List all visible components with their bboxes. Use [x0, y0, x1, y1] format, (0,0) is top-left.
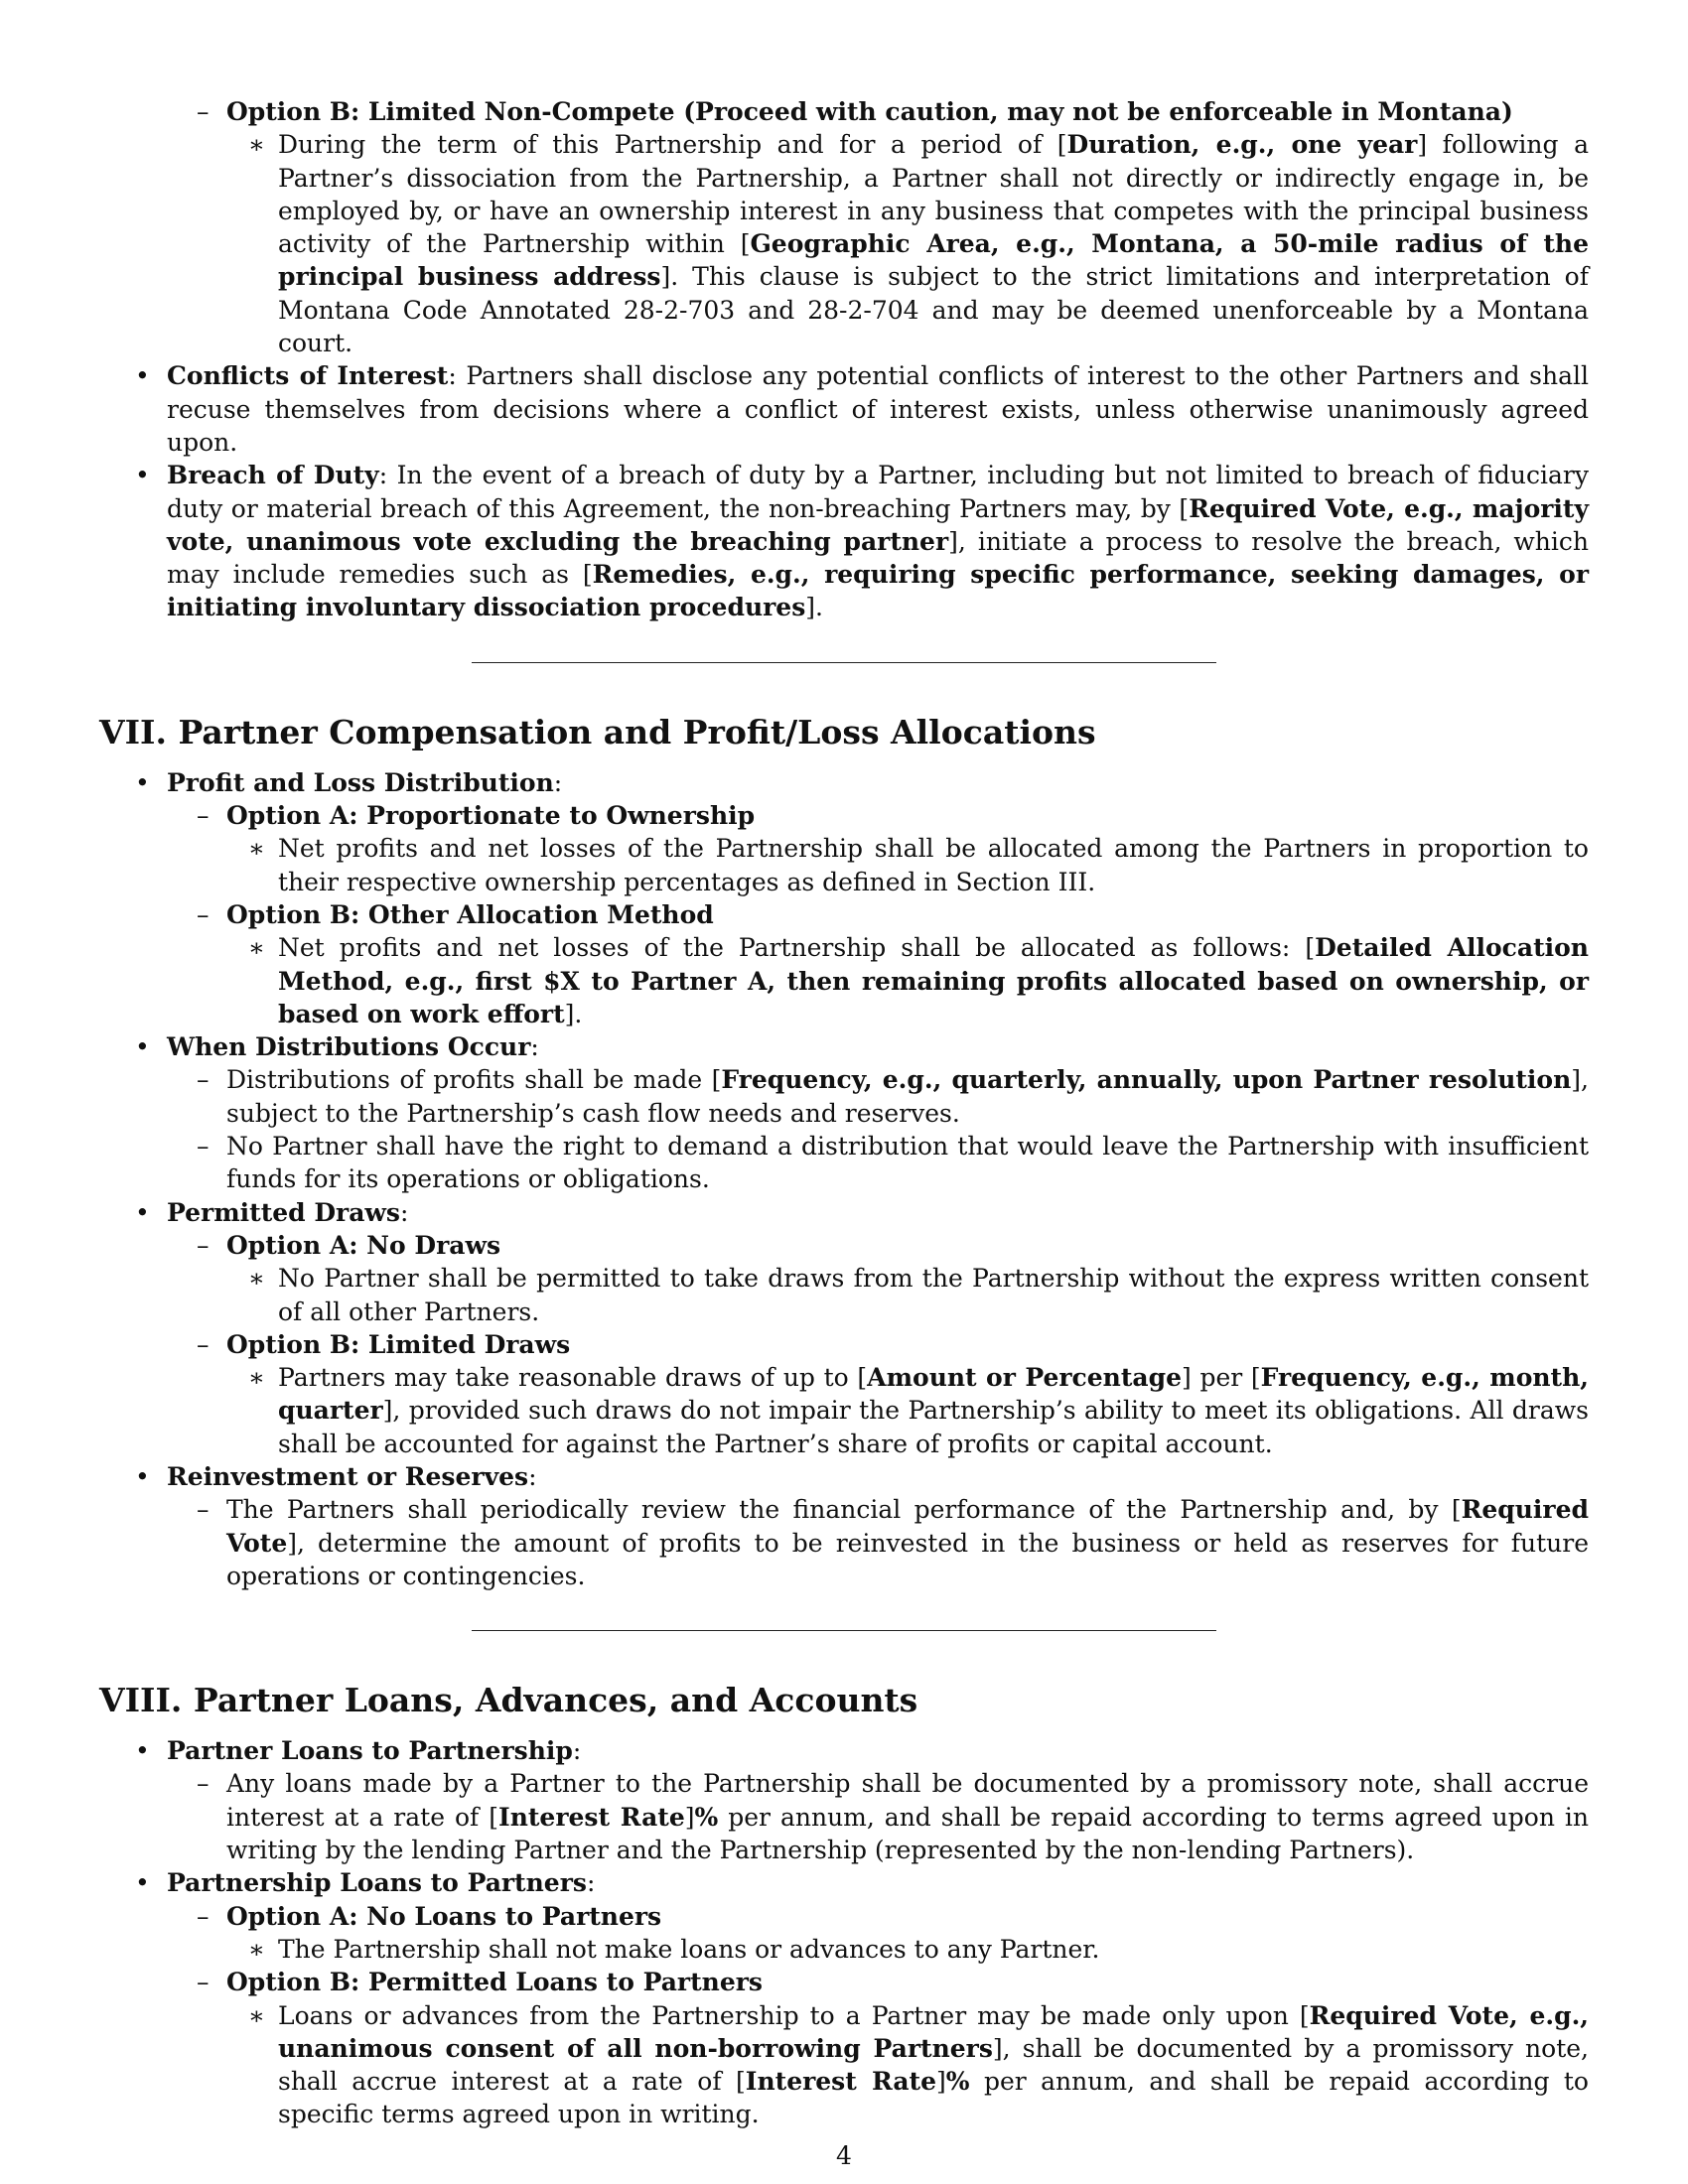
- dash-marker: –: [197, 801, 210, 831]
- bullet-marker: •: [135, 1032, 150, 1062]
- list-item: [99, 1966, 1589, 1998]
- list-item: • When Distributions Occur:: [99, 1030, 1589, 1063]
- bullet-marker: •: [135, 1197, 150, 1227]
- list-item: • Partner Loans to Partnership:: [99, 1734, 1589, 1767]
- item-label: Permitted Draws: [167, 1197, 400, 1227]
- list-item: • Profit and Loss Distribution:: [99, 766, 1589, 799]
- star-marker: ∗: [248, 2000, 265, 2030]
- list-item: ∗ Partners may take reasonable draws of up to [Amount or Percentage] per [Frequency, e.g., month, quarter], provided such draws do not impair the Partnership’s ability to meet its obligations. All draws shall be accounted for against the Partner’s share of profits or capital account.: [248, 1363, 1589, 1458]
- item-label: Breach of Duty: [167, 461, 379, 490]
- list-item: – Any loans made by a Partner to the Partnership shall be documented by a promissory note, shall accrue interest at a rate of [Interest Rate]% per annum, and shall be repaid according to terms agreed upon in writing by the lending Partner and the Partnership (represented by the non-lending Partners).: [197, 1769, 1589, 1865]
- item-label: Reinvestment or Reserves: [167, 1461, 529, 1491]
- dash-marker: –: [197, 1230, 210, 1260]
- option-title: Option A: No Draws: [226, 1230, 501, 1260]
- item-label: Partner Loans to Partnership: [167, 1736, 573, 1766]
- list-item: • Conflicts of Interest: Partners shall disclose any potential conflicts of interest to the other Partners and shall recuse themselves from decisions where a conflict of interest exists, unless otherwise unanimously agreed upon.: [135, 361, 1589, 457]
- document-page: [99, 95, 1589, 2131]
- star-marker: ∗: [248, 933, 265, 963]
- list-item: ∗ Net profits and net losses of the Partnership shall be allocated among the Partners in proportion to their respective ownership percentages as defined in Section III.: [248, 834, 1589, 896]
- star-marker: ∗: [248, 1934, 265, 1964]
- list-item: [99, 1900, 1589, 1933]
- list-item: – Distributions of profits shall be made [Frequency, e.g., quarterly, annually, upon Partner resolution], subject to the Partnership’s cash flow needs and reserves.: [197, 1065, 1589, 1128]
- item-label: When Distributions Occur: [167, 1032, 531, 1062]
- dash-marker: –: [197, 97, 210, 126]
- section-divider: [472, 662, 1216, 663]
- bullet-marker: •: [135, 767, 150, 797]
- star-marker: ∗: [248, 834, 265, 864]
- dash-marker: –: [197, 1968, 210, 1997]
- list-item: ∗ During the term of this Partnership and for a period of [Duration, e.g., one year] following a Partner’s dissociation from the Partnership, a Partner shall not directly or indirectly engage in, be employed by, or have an ownership interest in any business that competes with the principal business activity of the Partnership within [Geographic Area, e.g., Montana, a 50-mile radius of the principal business address]. This clause is subject to the strict limitations and interpretation of Montana Code Annotated 28-2-703 and 28-2-704 and may be deemed unenforceable by a Montana court.: [248, 130, 1589, 358]
- bullet-marker: •: [135, 461, 150, 490]
- dash-marker: –: [197, 1495, 210, 1525]
- dash-marker: –: [197, 1901, 210, 1931]
- list-item: [99, 1229, 1589, 1262]
- list-item: ∗ No Partner shall be permitted to take draws from the Partnership without the express written consent of all other Partners.: [248, 1264, 1589, 1326]
- item-label: Partnership Loans to Partners: [167, 1868, 587, 1898]
- list-item: ∗ Net profits and net losses of the Partnership shall be allocated as follows: [Detailed Allocation Method, e.g., first $X to Partner A, then remaining profits allocated based on ownership, or based on work effort].: [248, 933, 1589, 1028]
- list-item: ∗ Loans or advances from the Partnership to a Partner may be made only upon [Required Vote, e.g., unanimous consent of all non-borrowing Partners], shall be documented by a promissory note, shall accrue interest at a rate of [Interest Rate]% per annum, and shall be repaid according to specific terms agreed upon in writing.: [248, 2000, 1589, 2129]
- section-heading: VII. Partner Compensation and Profit/Loss Allocations: [99, 712, 1096, 751]
- item-label: Conflicts of Interest: [167, 361, 449, 391]
- bullet-marker: •: [135, 361, 150, 391]
- list-item: – The Partners shall periodically review the financial performance of the Partnership and, by [Required Vote], determine the amount of profits to be reinvested in the business or held as reserves for future operations or contingencies.: [197, 1495, 1589, 1590]
- option-title: Option A: Proportionate to Ownership: [226, 801, 756, 831]
- section-heading: VIII. Partner Loans, Advances, and Accounts: [99, 1681, 918, 1720]
- dash-marker: –: [197, 1769, 210, 1799]
- list-item: • Permitted Draws:: [99, 1196, 1589, 1229]
- dash-marker: –: [197, 1329, 210, 1359]
- section-divider: [472, 1630, 1216, 1631]
- list-item: – No Partner shall have the right to demand a distribution that would leave the Partnership with insufficient funds for its operations or obligations.: [197, 1132, 1589, 1194]
- option-title: Option B: Permitted Loans to Partners: [226, 1968, 763, 1997]
- star-marker: ∗: [248, 1264, 265, 1294]
- bullet-marker: •: [135, 1736, 150, 1766]
- list-item: [99, 1328, 1589, 1361]
- star-marker: ∗: [248, 1363, 265, 1393]
- list-item: • Partnership Loans to Partners:: [99, 1866, 1589, 1899]
- option-title: Option B: Limited Non-Compete (Proceed with caution, may not be enforceable in Montana): [226, 97, 1513, 126]
- option-title: Option A: No Loans to Partners: [226, 1901, 662, 1931]
- dash-marker: –: [197, 1065, 210, 1095]
- item-label: Profit and Loss Distribution: [167, 767, 554, 797]
- list-item: • Breach of Duty: In the event of a breach of duty by a Partner, including but not limited to breach of fiduciary duty or material breach of this Agreement, the non-breaching Partners may, by [Required Vote, e.g., majority vote, unanimous vote excluding the breaching partner], initiate a process to resolve the breach, which may include remedies such as [Remedies, e.g., requiring specific performance, seeking damages, or initiating involuntary dissociation procedures].: [135, 461, 1590, 622]
- list-item: [99, 898, 1589, 931]
- option-title: Option B: Limited Draws: [226, 1329, 571, 1359]
- list-item: [99, 95, 1589, 128]
- bullet-marker: •: [135, 1868, 150, 1898]
- page-number: 4: [836, 2141, 852, 2170]
- bullet-marker: •: [135, 1461, 150, 1491]
- star-marker: ∗: [248, 130, 265, 160]
- list-item: [99, 799, 1589, 832]
- list-item: ∗ The Partnership shall not make loans or advances to any Partner.: [99, 1933, 1589, 1966]
- dash-marker: –: [197, 1132, 210, 1161]
- option-title: Option B: Other Allocation Method: [226, 899, 714, 929]
- list-item: • Reinvestment or Reserves:: [99, 1460, 1589, 1493]
- dash-marker: –: [197, 899, 210, 929]
